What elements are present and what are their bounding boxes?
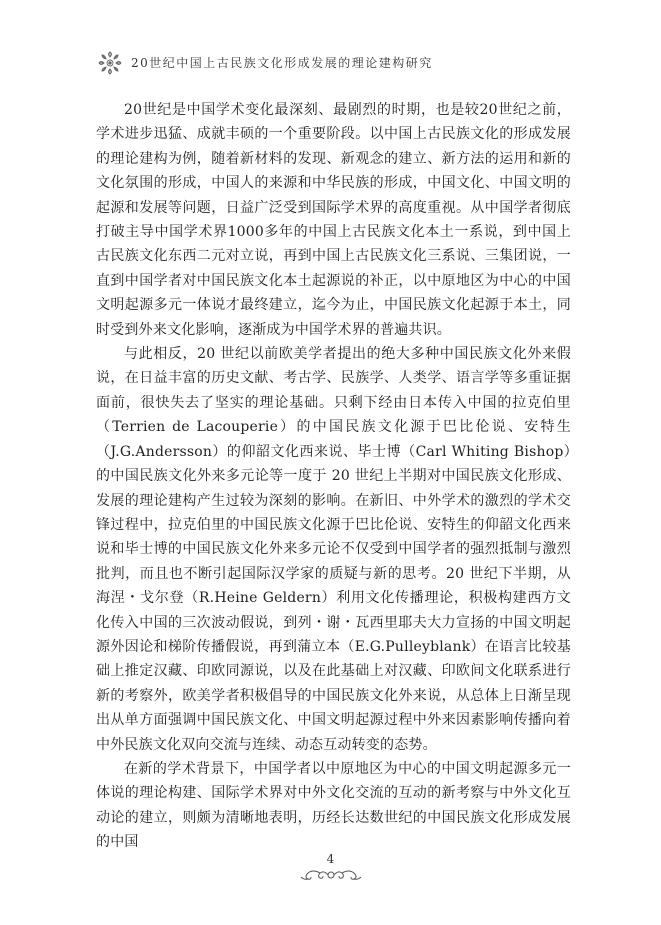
scroll-ornament-icon	[300, 868, 362, 882]
paragraph-2: 与此相反，20 世纪以前欧美学者提出的绝大多种中国民族文化外来假说，在日益丰富的历史文献、考古学、民族学、人类学、语言学等多重证据面前，很快失去了坚实的理论基础。只剩下经由日本传入中国的拉克伯里（Terrien de Lacouperie）的中国民族文化源于巴比伦说、安特生（J.G.Andersson）的仰韶文化西来说、毕士博（Carl Whiting Bishop）的中国民族文化外来多元论等一度于 20 世纪上半期对中国民族文化形成、发展的理论建构产生过较为深刻的影响。在新旧、中外学术的激烈的学术交锋过程中，拉克伯里的中国民族文化源于巴比伦说、安特生的仰韶文化西来说和毕士博的中国民族文化外来多元论不仅受到中国学者的强烈抵制与激烈批判，而且也不断引起国际汉学家的质疑与新的思考。20 世纪下半期，从海涅・戈尔登（R.Heine Geldern）利用文化传播理论，积极构建西方文化传入中国的三次波动假说，到列・谢・瓦西里耶夫大力宣扬的中国文明起源外因论和梯阶传播假说，再到蒲立本（E.G.Pulleyblank）在语言比较基础上推定汉藏、印欧同源说，以及在此基础上对汉藏、印欧间文化联系进行新的考察外，欧美学者积极倡导的中国民族文化外来说，从总体上日渐呈现出从单方面强调中国民族文化、中国文明起源过程中外来因素影响传播向着中外民族文化双向交流与连续、动态互动转变的态势。	[96, 346, 571, 753]
flower-ornament-icon	[97, 50, 123, 76]
page-number: 4	[326, 852, 335, 866]
page-footer	[0, 852, 661, 902]
paragraph-3: 在新的学术背景下，中国学者以中原地区为中心的中国文明起源多元一体说的理论构建、国际学术界对中外文化交流的互动的新考察与中外文化互动论的建立，则颇为清晰地表明，历经长达数世纪的中国民族文化形成发展的中国	[96, 760, 571, 851]
header-title: 20世纪中国上古民族文化形成发展的理论建构研究	[131, 56, 433, 70]
running-header	[0, 48, 661, 78]
body-text	[96, 98, 571, 855]
paragraph-1: 20世纪是中国学术变化最深刻、最剧烈的时期，也是较20世纪之前，学术进步迅猛、成就丰硕的一个重要阶段。以中国上古民族文化的形成发展的理论建构为例，随着新材料的发现、新观念的建立、新方法的运用和新的文化氛围的形成，中国人的来源和中华民族的形成，中国文化、中国文明的起源和发展等问题，日益广泛受到国际学术界的高度重视。从中国学者彻底打破主导中国学术界1000多年的中国上古民族文化本土一系说，到中国上古民族文化东西二元对立说，再到中国上古民族文化三系说、三集团说，一直到中国学者对中国民族文化本土起源说的补正，以中原地区为中心的中国文明起源多元一体说才最终建立，迄今为止，中国民族文化起源于本土，同时受到外来文化影响，逐渐成为中国学术界的普遍共识。	[96, 102, 571, 338]
